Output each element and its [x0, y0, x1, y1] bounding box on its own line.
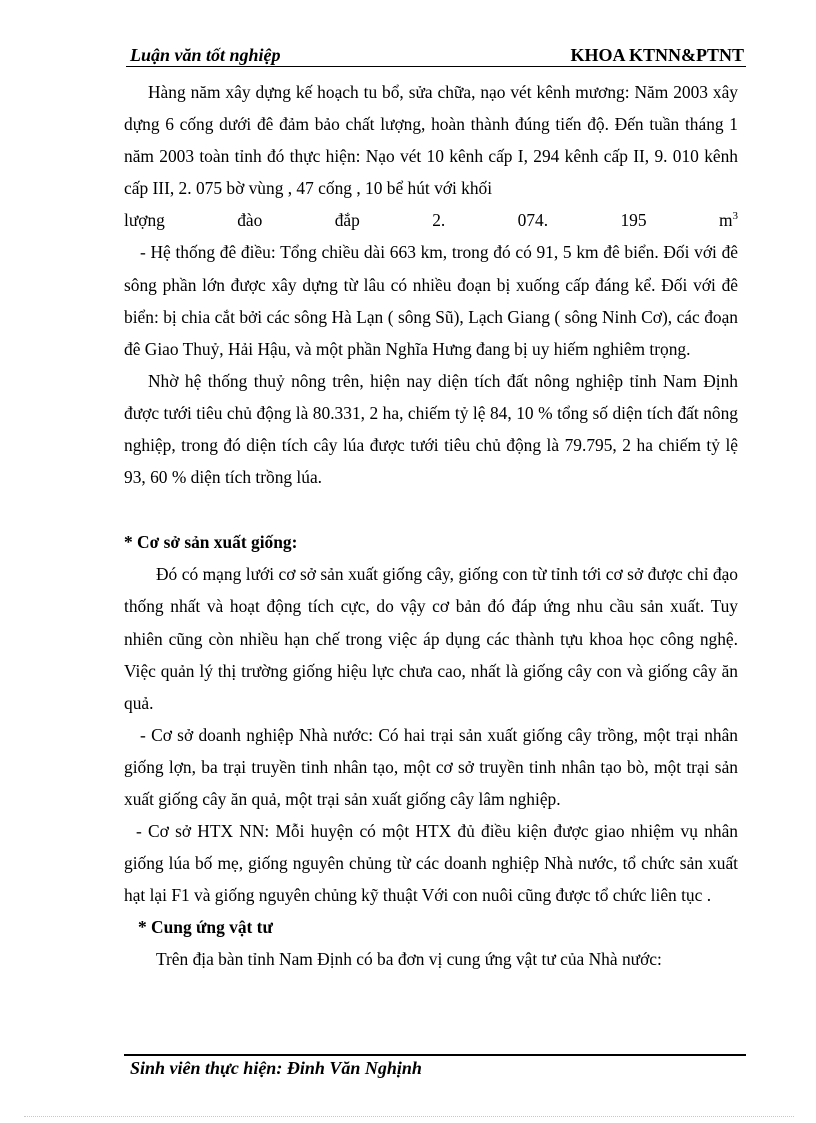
heading-seed-production: * Cơ sở sản xuất giống:	[124, 532, 298, 553]
unit-cubic-meter: $m^3$	[718, 210, 738, 231]
footer-student-name: Sinh viên thực hiện: Đinh Văn Nghịnh	[130, 1058, 422, 1078]
page-body	[124, 76, 738, 976]
header-faculty-label: KHOA KTNN&PTNT	[570, 45, 744, 65]
paragraph-cooperative: - Cơ sở HTX NN: Mỗi huyện có một HTX đủ điều kiện được giao nhiệm vụ nhân giống lúa bố mẹ, giống nguyên chủng từ các doanh nghiệp Nhà nước, tổ chức sản xuất hạt lại F1 và giống nguyên chủng kỹ thuật Với con nuôi cũng được tổ chức liên tục .	[124, 821, 738, 906]
paragraph-seed-network: Đó có mạng lưới cơ sở sản xuất giống cây, giống con từ tỉnh tới cơ sở được chỉ đạo thống nhất và hoạt động tích cực, do vậy cơ bản đó đáp ứng nhu cầu sản xuất. Tuy nhiên cũng còn nhiều hạn chế trong việc áp dụng các thành tựu khoa học công nghệ. Việc quản lý thị trường giống hiệu lực chưa cao, nhất là giống cây con và giống cây ăn quả.	[124, 564, 738, 713]
paragraph-volume-line: lượng đào đắp 2. 074. 195 $m^3$	[124, 204, 738, 236]
page-header	[126, 44, 746, 67]
heading-material-supply: * Cung ứng vật tư	[138, 917, 273, 938]
paragraph-supply-units: Trên địa bàn tỉnh Nam Định có ba đơn vị cung ứng vật tư của Nhà nước:	[156, 949, 662, 970]
paragraph-state-enterprise: - Cơ sở doanh nghiệp Nhà nước: Có hai trại sản xuất giống cây trồng, một trại nhân giống lợn, ba trại truyền tinh nhân tạo, một cơ sở truyền tinh nhân tạo bò, một trại sản xuất giống cây ăn quả, một trại sản xuất giống cây lâm nghiệp.	[124, 724, 738, 809]
footer-divider	[124, 1054, 746, 1056]
header-thesis-label: Luận văn tốt nghiệp	[130, 45, 281, 65]
paragraph-canal-maintenance: Hàng năm xây dựng kế hoạch tu bổ, sửa chữa, nạo vét kênh mương: Năm 2003 xây dựng 6 cống dưới đê đảm bảo chất lượng, hoàn thành đúng tiến độ. Đến tuần tháng 1 năm 2003 toàn tỉnh đó thực hiện: Nạo vét 10 kênh cấp I, 294 kênh cấp II, 9. 010 kênh cấp III, 2. 075 bờ vùng , 47 cống , 10 bể hút với khối	[124, 82, 738, 199]
paragraph-irrigation-area: Nhờ hệ thống thuỷ nông trên, hiện nay diện tích đất nông nghiệp tỉnh Nam Định được tưới tiêu chủ động là 80.331, 2 ha, chiếm tỷ lệ 84, 10 % tổng số diện tích đất nông nghiệp, trong đó diện tích cây lúa được tưới tiêu chủ động là 79.795, 2 ha chiếm tỷ lệ 93, 60 % diện tích trồng lúa.	[124, 370, 738, 488]
paragraph-dyke-system: - Hệ thống đê điều: Tổng chiều dài 663 km, trong đó có 91, 5 km đê biển. Đối với đê sông phần lớn được xây dựng từ lâu có nhiều đoạn bị xuống cấp đáng kể. Đối với đê biển: bị chia cắt bởi các sông Hà Lạn ( sông Sũ), Lạch Giang ( sông Ninh Cơ), các đoạn đê Giao Thuỷ, Hải Hậu, và một phần Nghĩa Hưng đang bị uy hiếm nghiêm trọng.	[124, 242, 738, 359]
page-bottom-dotted-line	[24, 1116, 794, 1117]
